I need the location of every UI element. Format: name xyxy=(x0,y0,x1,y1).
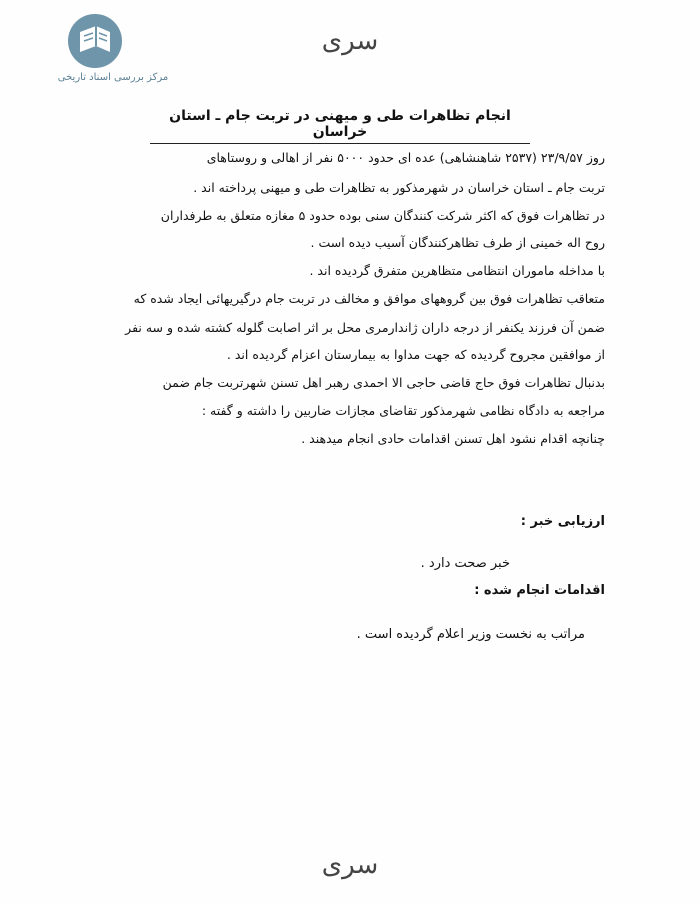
assessment-label: ارزیابی خبر : xyxy=(520,514,605,529)
report-line: مراجعه به دادگاه نظامی شهرمذکور تقاضای مجازات ضاربین را داشته و گفته : xyxy=(201,403,605,418)
report-line: ضمن آن فرزند یکنفر از درجه داران ژاندارمری محل بر اثر اصابت گلوله کشته شده و سه نفر xyxy=(125,320,605,335)
actions-label: اقدامات انجام شده : xyxy=(474,583,605,598)
report-line: تربت جام ـ استان خراسان در شهرمذکور به تظاهرات طی و میهنی پرداخته اند . xyxy=(193,180,605,195)
report-line: بدنبال تظاهرات فوق حاج قاضی حاجی الا احمدی رهبر اهل تسنن شهرتربت جام ضمن xyxy=(162,375,605,390)
report-line: چنانچه اقدام نشود اهل تسنن اقدامات حادی انجام میدهند . xyxy=(301,431,605,446)
classification-mark-bottom: سری xyxy=(321,850,379,880)
report-line: با مداخله ماموران انتظامی متظاهرین متفرق گردیده اند . xyxy=(309,263,605,278)
assessment-text: خبر صحت دارد . xyxy=(420,556,510,571)
archive-logo-text: مرکز بررسی اسناد تاریخی xyxy=(57,72,169,83)
report-line: روح اله خمینی از طرف تظاهرکنندگان آسیب دیده است . xyxy=(310,235,605,250)
actions-text: مراتب به نخست وزیر اعلام گردیده است . xyxy=(356,627,585,642)
report-line: متعاقب تظاهرات فوق بین گروههای موافق و مخالف در تربت جام درگیریهائی ایجاد شده که xyxy=(133,291,605,306)
report-line: از موافقین مجروح گردیده که جهت مداوا به بیمارستان اعزام گردیده اند . xyxy=(226,347,605,362)
document-title: انجام تظاهرات طی و میهنی در تربت جام ـ استان خراسان xyxy=(150,108,530,144)
report-line: در تظاهرات فوق که اکثر شرکت کنندگان سنی بوده حدود ۵ مغازه متعلق به طرفداران xyxy=(160,208,605,223)
report-line: روز ۲۳/۹/۵۷ (۲۵۳۷ شاهنشاهی) عده ای حدود ۵۰۰۰ نفر از اهالی و روستاهای xyxy=(206,150,605,165)
classification-mark-top: سری xyxy=(321,26,379,56)
